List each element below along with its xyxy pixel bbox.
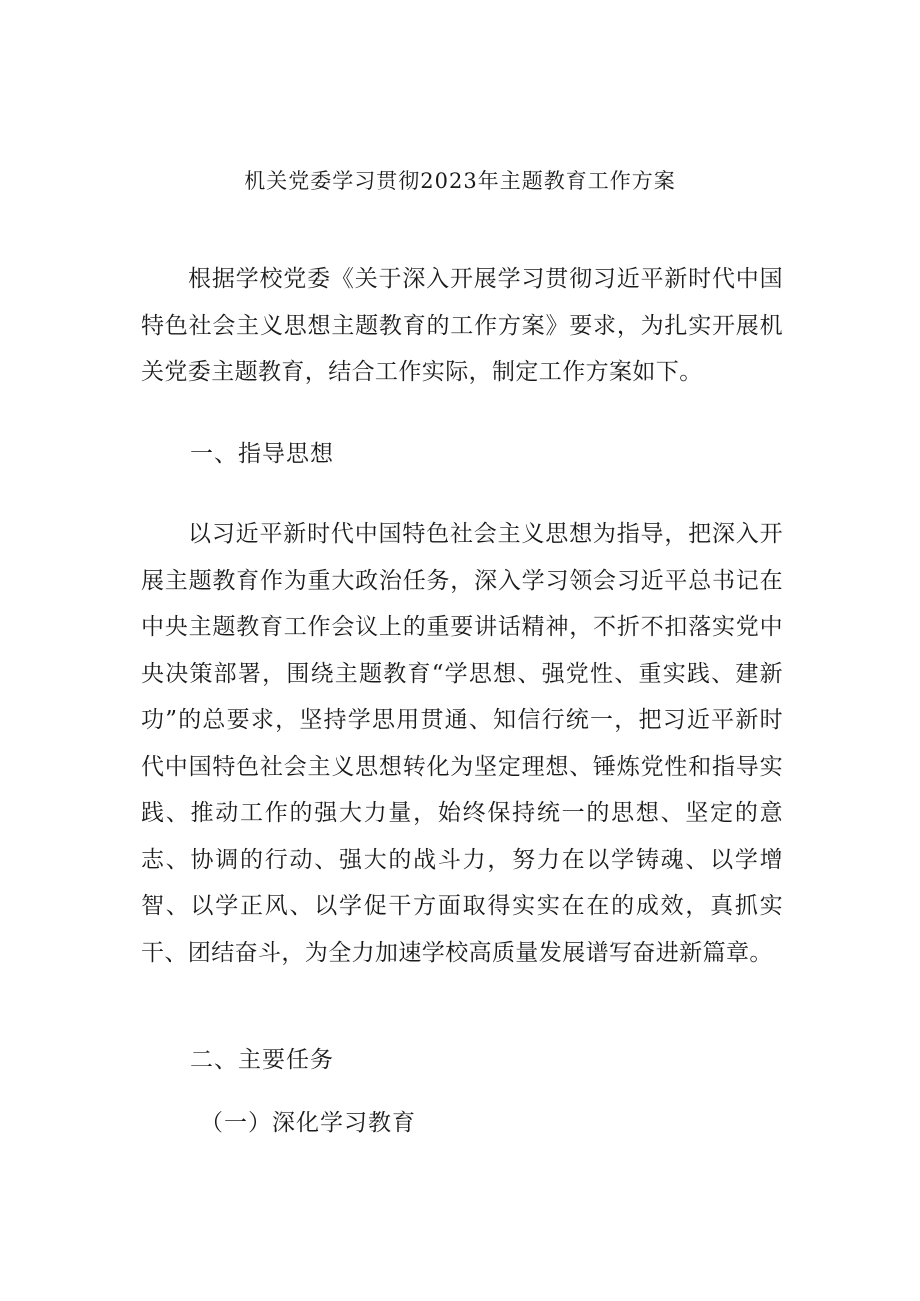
section-heading-guiding-thought: 一、指导思想 [190,441,334,467]
document-title: 机关党委学习贯彻2023年主题教育工作方案 [244,169,676,193]
section-heading-main-tasks: 二、主要任务 [190,1047,334,1073]
guiding-thought-paragraph: 以习近平新时代中国特色社会主义思想为指导，把深入开展主题教育作为重大政治任务，深入学习领会习近平总书记在中央主题教育工作会议上的重要讲话精神，不折不扣落实党中央决策部署，围绕主题教育“学思想、强党性、重实践、建新功”的总要求，坚持学思用贯通、知信行统一，把习近平新时代中国特色社会主义思想转化为坚定理想、锤炼党性和指导实践、推动工作的强大力量，始终保持统一的思想、坚定的意志、协调的行动、强大的战斗力，努力在以学铸魂、以学增智、以学正风、以学促干方面取得实实在在的成效，真抓实干、团结奋斗，为全力加速学校高质量发展谱写奋进新篇章。 [141,521,783,966]
subsection-heading-deepen-learning: （一）深化学习教育 [200,1110,416,1136]
intro-paragraph: 根据学校党委《关于深入开展学习贯彻习近平新时代中国特色社会主义思想主题教育的工作方案》要求，为扎实开展机关党委主题教育，结合工作实际，制定工作方案如下。 [141,266,783,385]
